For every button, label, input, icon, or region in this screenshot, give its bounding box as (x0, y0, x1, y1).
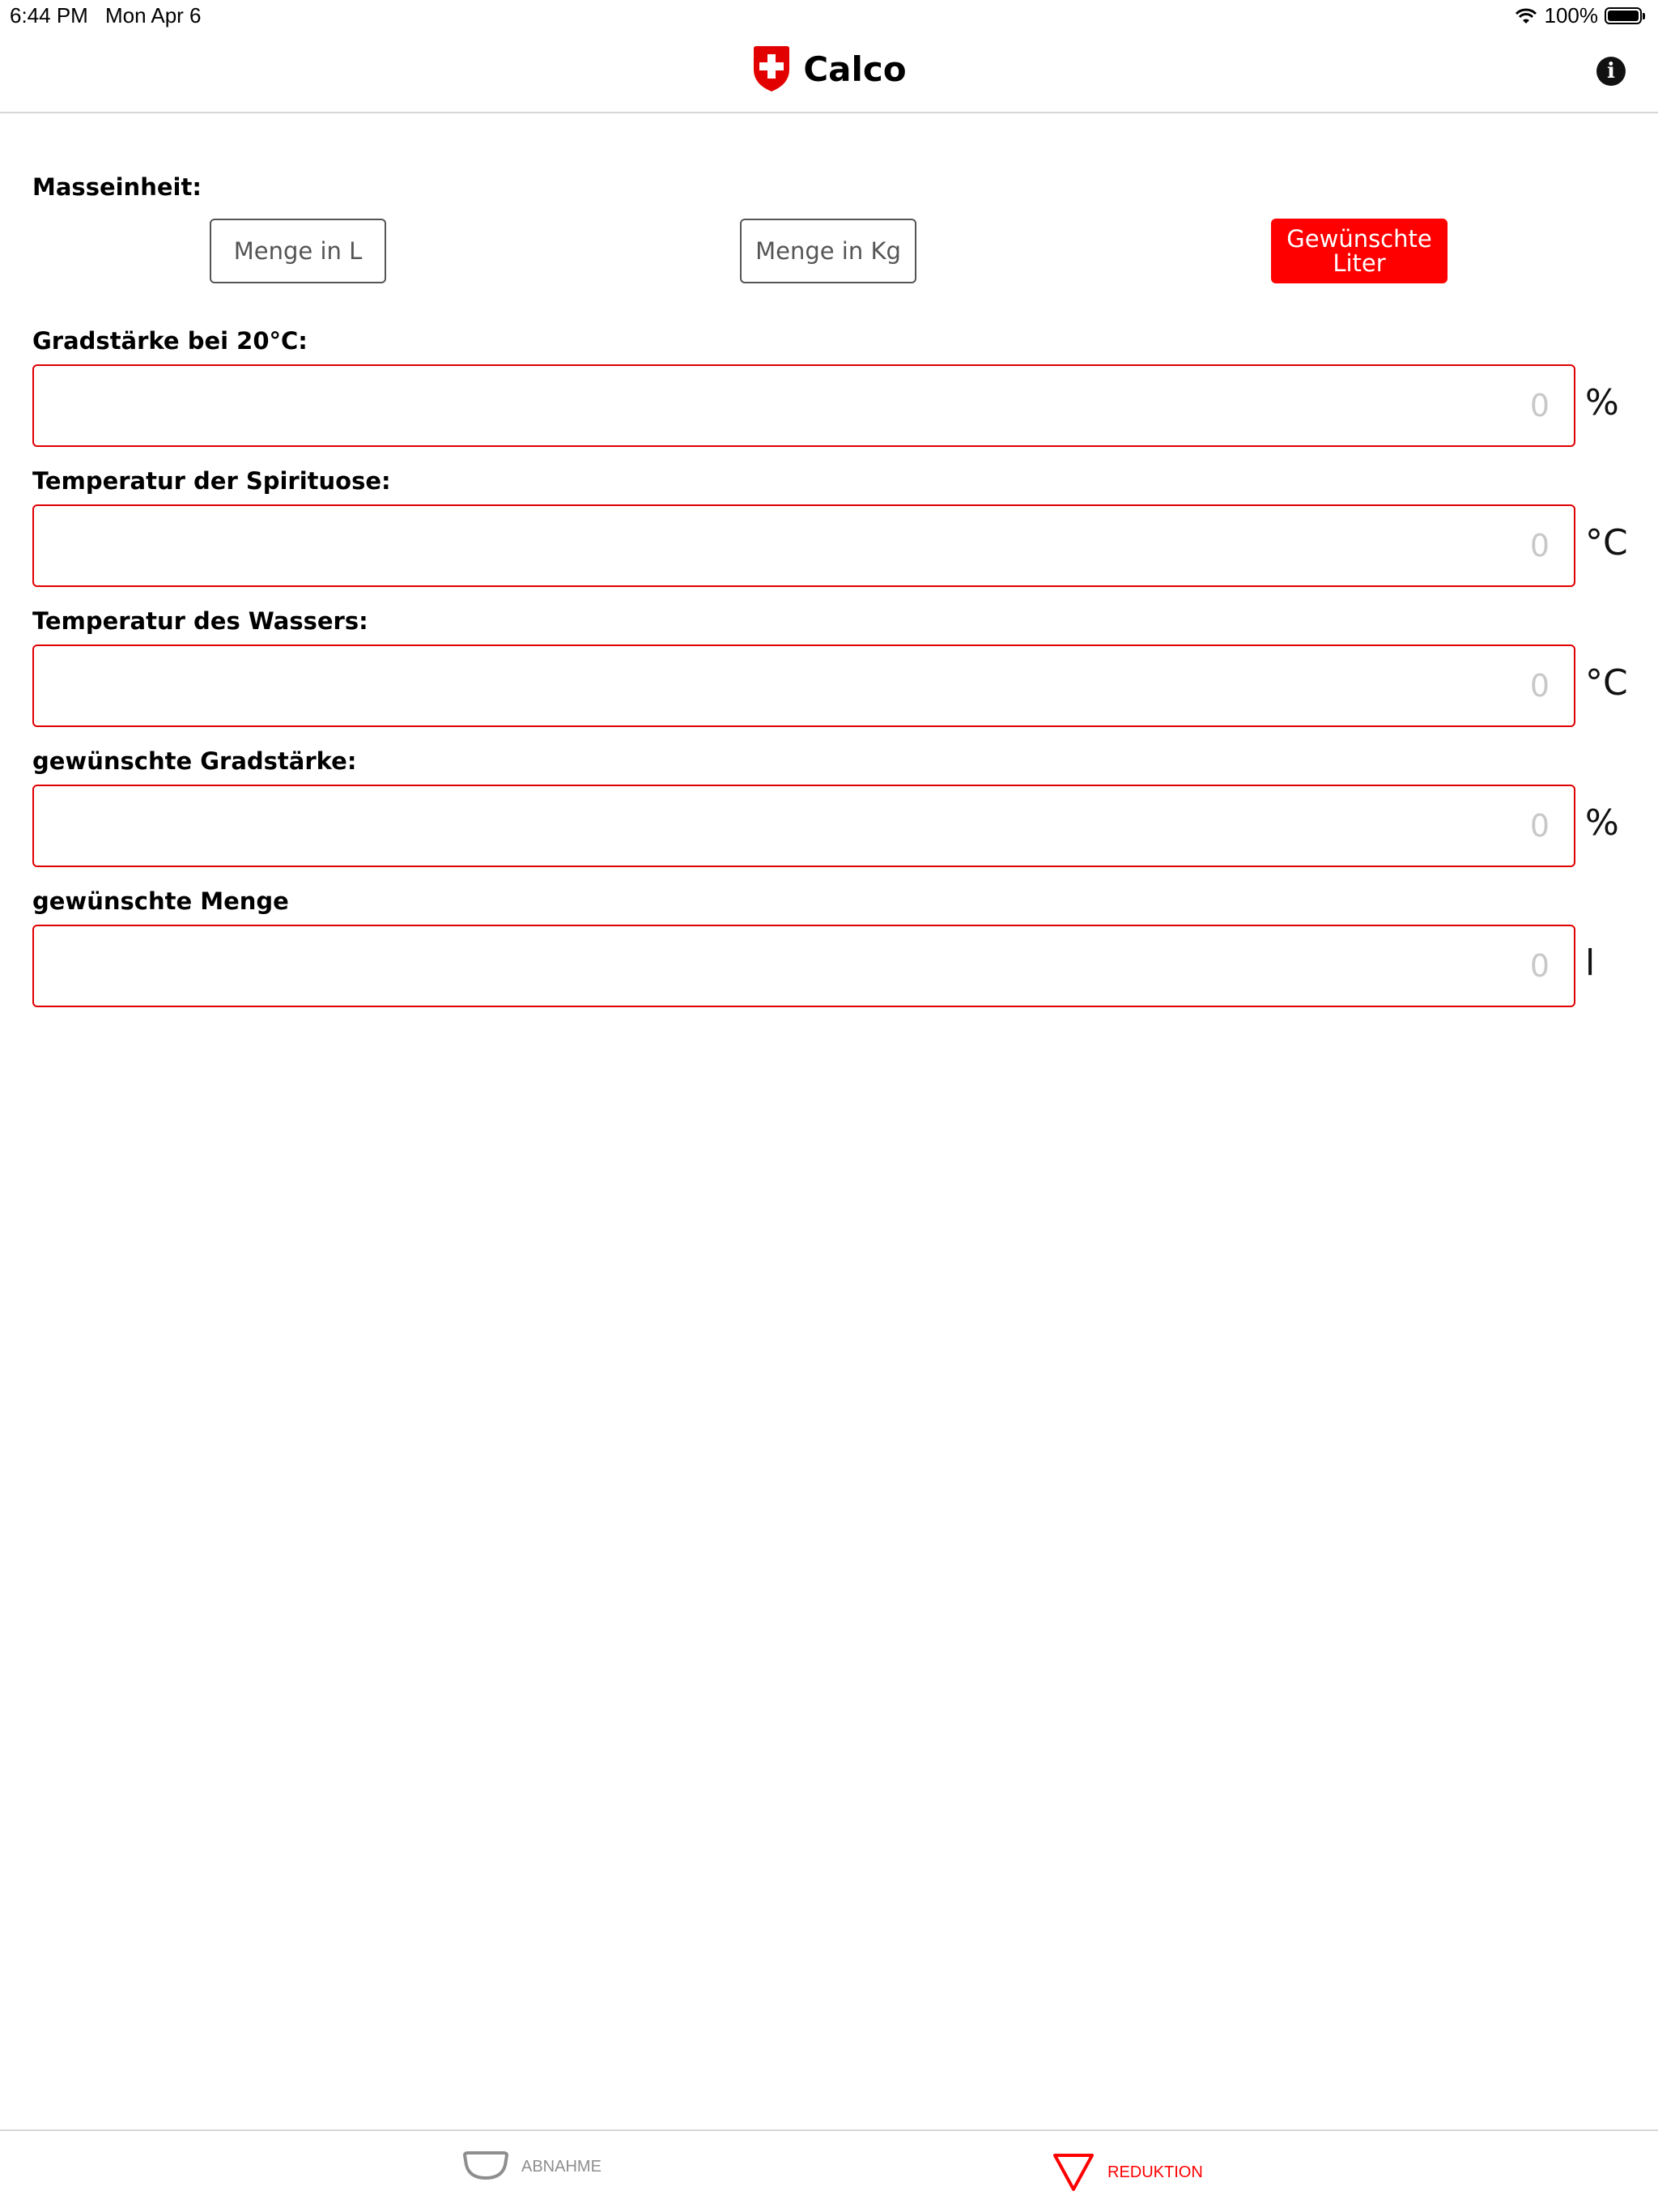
wifi-icon (1514, 7, 1538, 25)
app-title-group (0, 45, 1658, 92)
status-bar (0, 0, 1658, 32)
tab-bar (0, 2129, 1658, 2212)
spirit-temperature-input[interactable] (32, 504, 1575, 587)
field-label-desired-strength: gewünschte Gradstärke: (32, 747, 357, 775)
desired-quantity-input[interactable] (32, 925, 1575, 1007)
field-label-desired-quantity: gewünschte Menge (32, 887, 289, 915)
unit-button-kg[interactable]: Menge in Kg (740, 219, 916, 283)
status-time: 6:44 PM (10, 3, 88, 28)
status-right (1514, 3, 1643, 28)
tab-reduktion-label: REDUKTION (1107, 2163, 1203, 2181)
desired-strength-placeholder: 0 (1529, 808, 1550, 844)
strength-unit: % (1585, 382, 1619, 423)
bowl-outline-icon (461, 2150, 510, 2183)
page-title: Calco (803, 49, 907, 89)
desired-strength-unit: % (1585, 802, 1619, 844)
spirit-temperature-unit: °C (1585, 522, 1628, 564)
unit-section-label: Masseinheit: (32, 173, 202, 201)
strength-input[interactable] (32, 364, 1575, 447)
field-label-strength: Gradstärke bei 20°C: (32, 327, 308, 355)
desired-strength-input[interactable] (32, 785, 1575, 867)
battery-percent: 100% (1544, 3, 1598, 28)
unit-button-desired-liter[interactable] (1271, 219, 1448, 283)
unit-button-desired-liter-label: Gewünschte Liter (1286, 225, 1432, 277)
nav-bar (0, 32, 1658, 113)
desired-quantity-placeholder: 0 (1529, 948, 1550, 984)
tab-abnahme-label: ABNAHME (521, 2157, 602, 2176)
battery-icon (1605, 7, 1642, 24)
tab-reduktion[interactable] (1051, 2150, 1203, 2194)
field-label-spirit-temp: Temperatur der Spirituose: (32, 467, 391, 495)
spirit-temperature-placeholder: 0 (1529, 528, 1550, 564)
triangle-down-icon (1051, 2150, 1096, 2194)
status-date: Mon Apr 6 (105, 3, 202, 28)
water-temperature-unit: °C (1585, 662, 1628, 704)
info-icon[interactable]: i (1596, 57, 1626, 86)
field-label-water-temp: Temperatur des Wassers: (32, 607, 368, 635)
desired-quantity-unit: l (1585, 942, 1596, 984)
unit-button-liter[interactable]: Menge in L (210, 219, 386, 283)
strength-placeholder: 0 (1529, 388, 1550, 423)
water-temperature-placeholder: 0 (1529, 668, 1550, 704)
swiss-shield-icon (751, 45, 792, 92)
tab-abnahme[interactable] (461, 2150, 602, 2183)
water-temperature-input[interactable] (32, 644, 1575, 727)
